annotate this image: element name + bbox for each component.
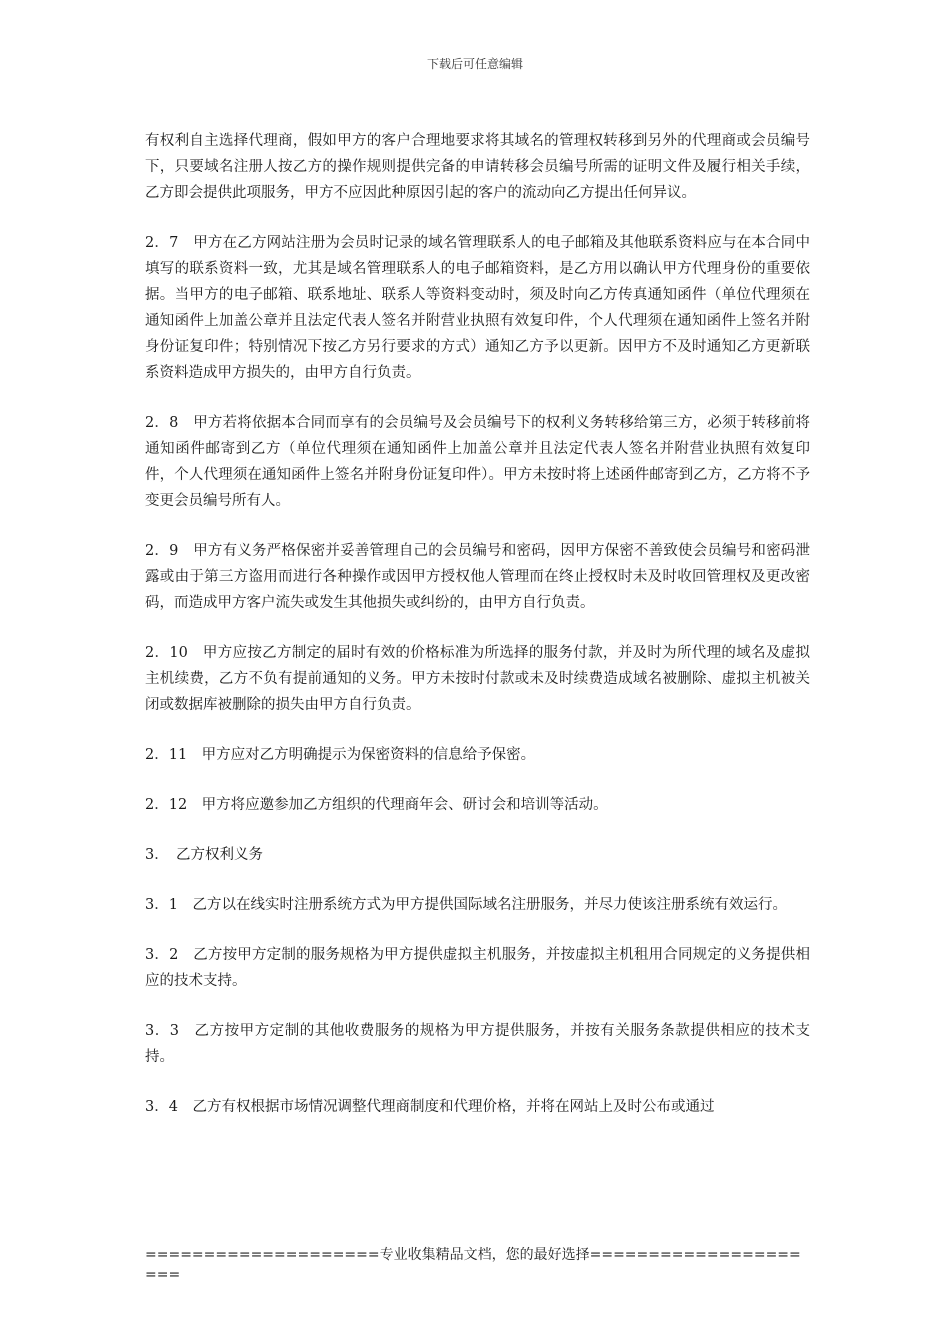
page-footer: ====================专业收集精品文档，您的最好选择===================== — [145, 1247, 801, 1283]
paragraph: 3．2 乙方按甲方定制的服务规格为甲方提供虚拟主机服务，并按虚拟主机租用合同规定的义务提供相应的技术支持。 — [145, 947, 810, 989]
paragraph: 2．9 甲方有义务严格保密并妥善管理自己的会员编号和密码，因甲方保密不善致使会员编号和密码泄露或由于第三方盗用而进行各种操作或因甲方授权他人管理而在终止授权时未及时收回管理权及更改密码，而造成甲方客户流失或发生其他损失或纠纷的，由甲方自行负责。 — [145, 543, 810, 611]
paragraph: 有权利自主选择代理商，假如甲方的客户合理地要求将其域名的管理权转移到另外的代理商或会员编号下，只要域名注册人按乙方的操作规则提供完备的申请转移会员编号所需的证明文件及履行相关手续，乙方即会提供此项服务，甲方不应因此种原因引起的客户的流动向乙方提出任何异议。 — [145, 133, 810, 201]
paragraph: 2．7 甲方在乙方网站注册为会员时记录的域名管理联系人的电子邮箱及其他联系资料应与在本合同中填写的联系资料一致，尤其是域名管理联系人的电子邮箱资料，是乙方用以确认甲方代理身份的重要依据。当甲方的电子邮箱、联系地址、联系人等资料变动时，须及时向乙方传真通知函件（单位代理须在通知函件上加盖公章并且法定代表人签名并附营业执照有效复印件，个人代理须在通知函件上签名并附身份证复印件；特别情况下按乙方另行要求的方式）通知乙方予以更新。因甲方不及时通知乙方更新联系资料造成甲方损失的，由甲方自行负责。 — [145, 235, 810, 381]
paragraph: 3．4 乙方有权根据市场情况调整代理商制度和代理价格，并将在网站上及时公布或通过 — [145, 1099, 715, 1115]
document-body — [145, 128, 810, 1144]
paragraph: 2．8 甲方若将依据本合同而享有的会员编号及会员编号下的权利义务转移给第三方，必须于转移前将通知函件邮寄到乙方（单位代理须在通知函件上加盖公章并且法定代表人签名并附营业执照有效复印件，个人代理须在通知函件上签名并附身份证复印件）。甲方未按时将上述函件邮寄到乙方，乙方将不予变更会员编号所有人。 — [145, 415, 810, 509]
paragraph: 3．1 乙方以在线实时注册系统方式为甲方提供国际域名注册服务，并尽力使该注册系统有效运行。 — [145, 897, 787, 913]
paragraph: 2．10 甲方应按乙方制定的届时有效的价格标准为所选择的服务付款，并及时为所代理的域名及虚拟主机续费，乙方不负有提前通知的义务。甲方未按时付款或未及时续费造成域名被删除、虚拟主机被关闭或数据库被删除的损失由甲方自行负责。 — [145, 645, 810, 713]
paragraph: 3．3 乙方按甲方定制的其他收费服务的规格为甲方提供服务，并按有关服务条款提供相应的技术支持。 — [145, 1023, 810, 1065]
paragraph: 2．12 甲方将应邀参加乙方组织的代理商年会、研讨会和培训等活动。 — [145, 797, 608, 813]
paragraph: 2．11 甲方应对乙方明确提示为保密资料的信息给予保密。 — [145, 747, 536, 763]
page-header: 下载后可任意编辑 — [426, 57, 523, 71]
section-heading: 3． 乙方权利义务 — [145, 847, 263, 863]
